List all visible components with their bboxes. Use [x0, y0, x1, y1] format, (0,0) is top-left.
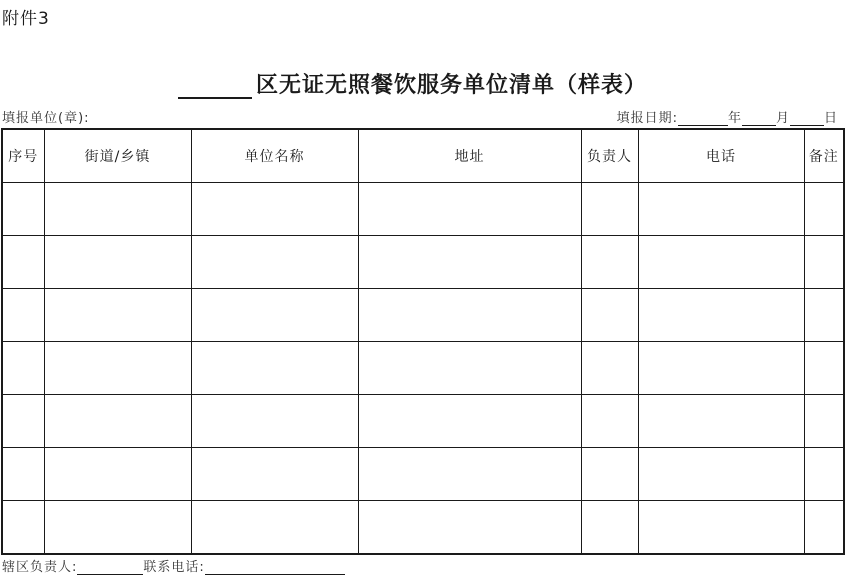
cell-person-in-charge[interactable]: [581, 501, 638, 555]
cell-phone[interactable]: [638, 183, 804, 236]
month-label: 月: [775, 111, 790, 126]
cell-street-township[interactable]: [44, 236, 191, 289]
table-row: [2, 342, 844, 395]
cell-address[interactable]: [358, 342, 581, 395]
header-index: 序号: [2, 129, 44, 183]
cell-person-in-charge[interactable]: [581, 183, 638, 236]
month-blank: [742, 111, 776, 126]
cell-address[interactable]: [358, 448, 581, 501]
cell-index[interactable]: [2, 395, 44, 448]
cell-remarks[interactable]: [804, 395, 844, 448]
table-row: [2, 395, 844, 448]
cell-index[interactable]: [2, 183, 44, 236]
cell-unit-name[interactable]: [191, 236, 358, 289]
cell-phone[interactable]: [638, 342, 804, 395]
page-title: 区无证无照餐饮服务单位清单（样表）: [256, 72, 648, 98]
year-label: 年: [727, 111, 742, 126]
district-head-label: 辖区负责人:: [2, 560, 78, 575]
cell-phone[interactable]: [638, 448, 804, 501]
cell-phone[interactable]: [638, 236, 804, 289]
cell-phone[interactable]: [638, 395, 804, 448]
cell-street-township[interactable]: [44, 448, 191, 501]
cell-index[interactable]: [2, 501, 44, 555]
cell-remarks[interactable]: [804, 289, 844, 342]
footer: [2, 556, 345, 575]
district-head-blank: [77, 560, 143, 575]
day-label: 日: [823, 111, 838, 126]
cell-unit-name[interactable]: [191, 342, 358, 395]
header-remarks: 备注: [804, 129, 844, 183]
cell-street-township[interactable]: [44, 501, 191, 555]
table-row: [2, 501, 844, 555]
cell-address[interactable]: [358, 501, 581, 555]
cell-person-in-charge[interactable]: [581, 342, 638, 395]
cell-address[interactable]: [358, 289, 581, 342]
cell-street-township[interactable]: [44, 289, 191, 342]
cell-address[interactable]: [358, 236, 581, 289]
table-row: [2, 448, 844, 501]
cell-index[interactable]: [2, 289, 44, 342]
fill-unit-label: 填报单位(章):: [2, 111, 90, 126]
header-address: 地址: [358, 129, 581, 183]
cell-person-in-charge[interactable]: [581, 395, 638, 448]
cell-street-township[interactable]: [44, 183, 191, 236]
cell-unit-name[interactable]: [191, 395, 358, 448]
cell-person-in-charge[interactable]: [581, 289, 638, 342]
cell-street-township[interactable]: [44, 342, 191, 395]
header-street-township: 街道/乡镇: [44, 129, 191, 183]
title-block: [178, 68, 647, 99]
cell-phone[interactable]: [638, 289, 804, 342]
cell-street-township[interactable]: [44, 395, 191, 448]
cell-index[interactable]: [2, 342, 44, 395]
contact-phone-label: 联系电话:: [143, 560, 205, 575]
contact-phone-blank: [205, 560, 345, 575]
cell-unit-name[interactable]: [191, 183, 358, 236]
cell-person-in-charge[interactable]: [581, 448, 638, 501]
district-name-blank: [178, 69, 252, 99]
table-header-row: [2, 129, 844, 183]
day-blank: [790, 111, 824, 126]
cell-address[interactable]: [358, 395, 581, 448]
cell-remarks[interactable]: [804, 448, 844, 501]
header-person-in-charge: 负责人: [581, 129, 638, 183]
table-row: [2, 183, 844, 236]
table-row: [2, 236, 844, 289]
fill-date-label: 填报日期:: [616, 111, 678, 126]
cell-phone[interactable]: [638, 501, 804, 555]
cell-address[interactable]: [358, 183, 581, 236]
cell-remarks[interactable]: [804, 236, 844, 289]
service-unit-table: [1, 128, 845, 555]
cell-unit-name[interactable]: [191, 448, 358, 501]
cell-remarks[interactable]: [804, 342, 844, 395]
cell-remarks[interactable]: [804, 183, 844, 236]
year-blank: [678, 111, 728, 126]
header-unit-name: 单位名称: [191, 129, 358, 183]
attachment-label: 附件3: [2, 9, 50, 29]
cell-unit-name[interactable]: [191, 501, 358, 555]
fill-date: [617, 107, 838, 126]
cell-remarks[interactable]: [804, 501, 844, 555]
cell-unit-name[interactable]: [191, 289, 358, 342]
cell-index[interactable]: [2, 236, 44, 289]
cell-person-in-charge[interactable]: [581, 236, 638, 289]
header-phone: 电话: [638, 129, 804, 183]
table-row: [2, 289, 844, 342]
cell-index[interactable]: [2, 448, 44, 501]
